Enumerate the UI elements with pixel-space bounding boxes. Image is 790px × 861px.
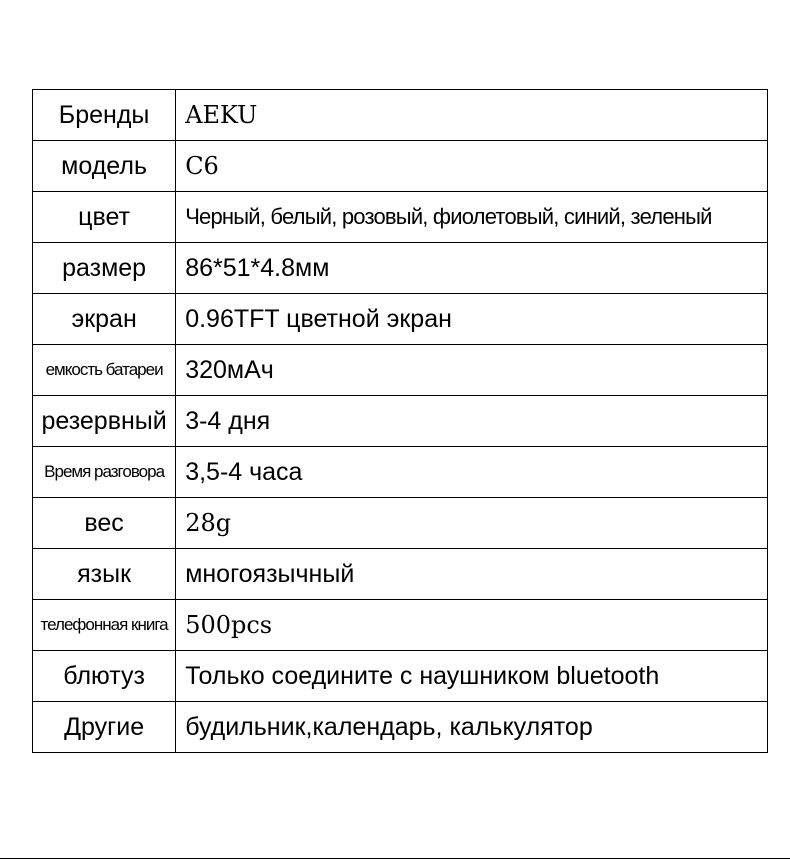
color-label: цвет [33,192,176,243]
screen-label: экран [33,294,176,345]
standby-label: резервный [33,396,176,447]
table-row [33,90,768,141]
other-value: будильник,календарь, калькулятор [176,702,768,753]
table-row [33,600,768,651]
table-row [33,294,768,345]
screen-value: 0.96TFT цветной экран [176,294,768,345]
weight-label: вес [33,498,176,549]
bluetooth-label: блютуз [33,651,176,702]
bluetooth-value: Только соедините с наушником bluetooth [176,651,768,702]
bottom-divider [0,858,790,859]
table-row [33,447,768,498]
color-value: Черный, белый, розовый, фиолетовый, синий, зеленый [176,192,768,243]
language-label: язык [33,549,176,600]
standby-value: 3-4 дня [176,396,768,447]
weight-value: 28g [176,498,768,549]
size-label: размер [33,243,176,294]
table-row [33,345,768,396]
talk-time-value: 3,5-4 часа [176,447,768,498]
size-value: 86*51*4.8мм [176,243,768,294]
model-value: C6 [176,141,768,192]
table-row [33,192,768,243]
table-row [33,651,768,702]
phonebook-value: 500pcs [176,600,768,651]
battery-value: 320мАч [176,345,768,396]
table-row [33,141,768,192]
language-value: многоязычный [176,549,768,600]
table-row [33,243,768,294]
model-label: модель [33,141,176,192]
spec-table [32,89,768,753]
other-label: Другие [33,702,176,753]
phonebook-label: телефонная книга [33,600,176,651]
table-row [33,498,768,549]
talk-time-label: Время разговора [33,447,176,498]
table-row [33,396,768,447]
brand-value: AEKU [176,90,768,141]
brand-label: Бренды [33,90,176,141]
table-row [33,702,768,753]
table-row [33,549,768,600]
battery-label: емкость батареи [33,345,176,396]
